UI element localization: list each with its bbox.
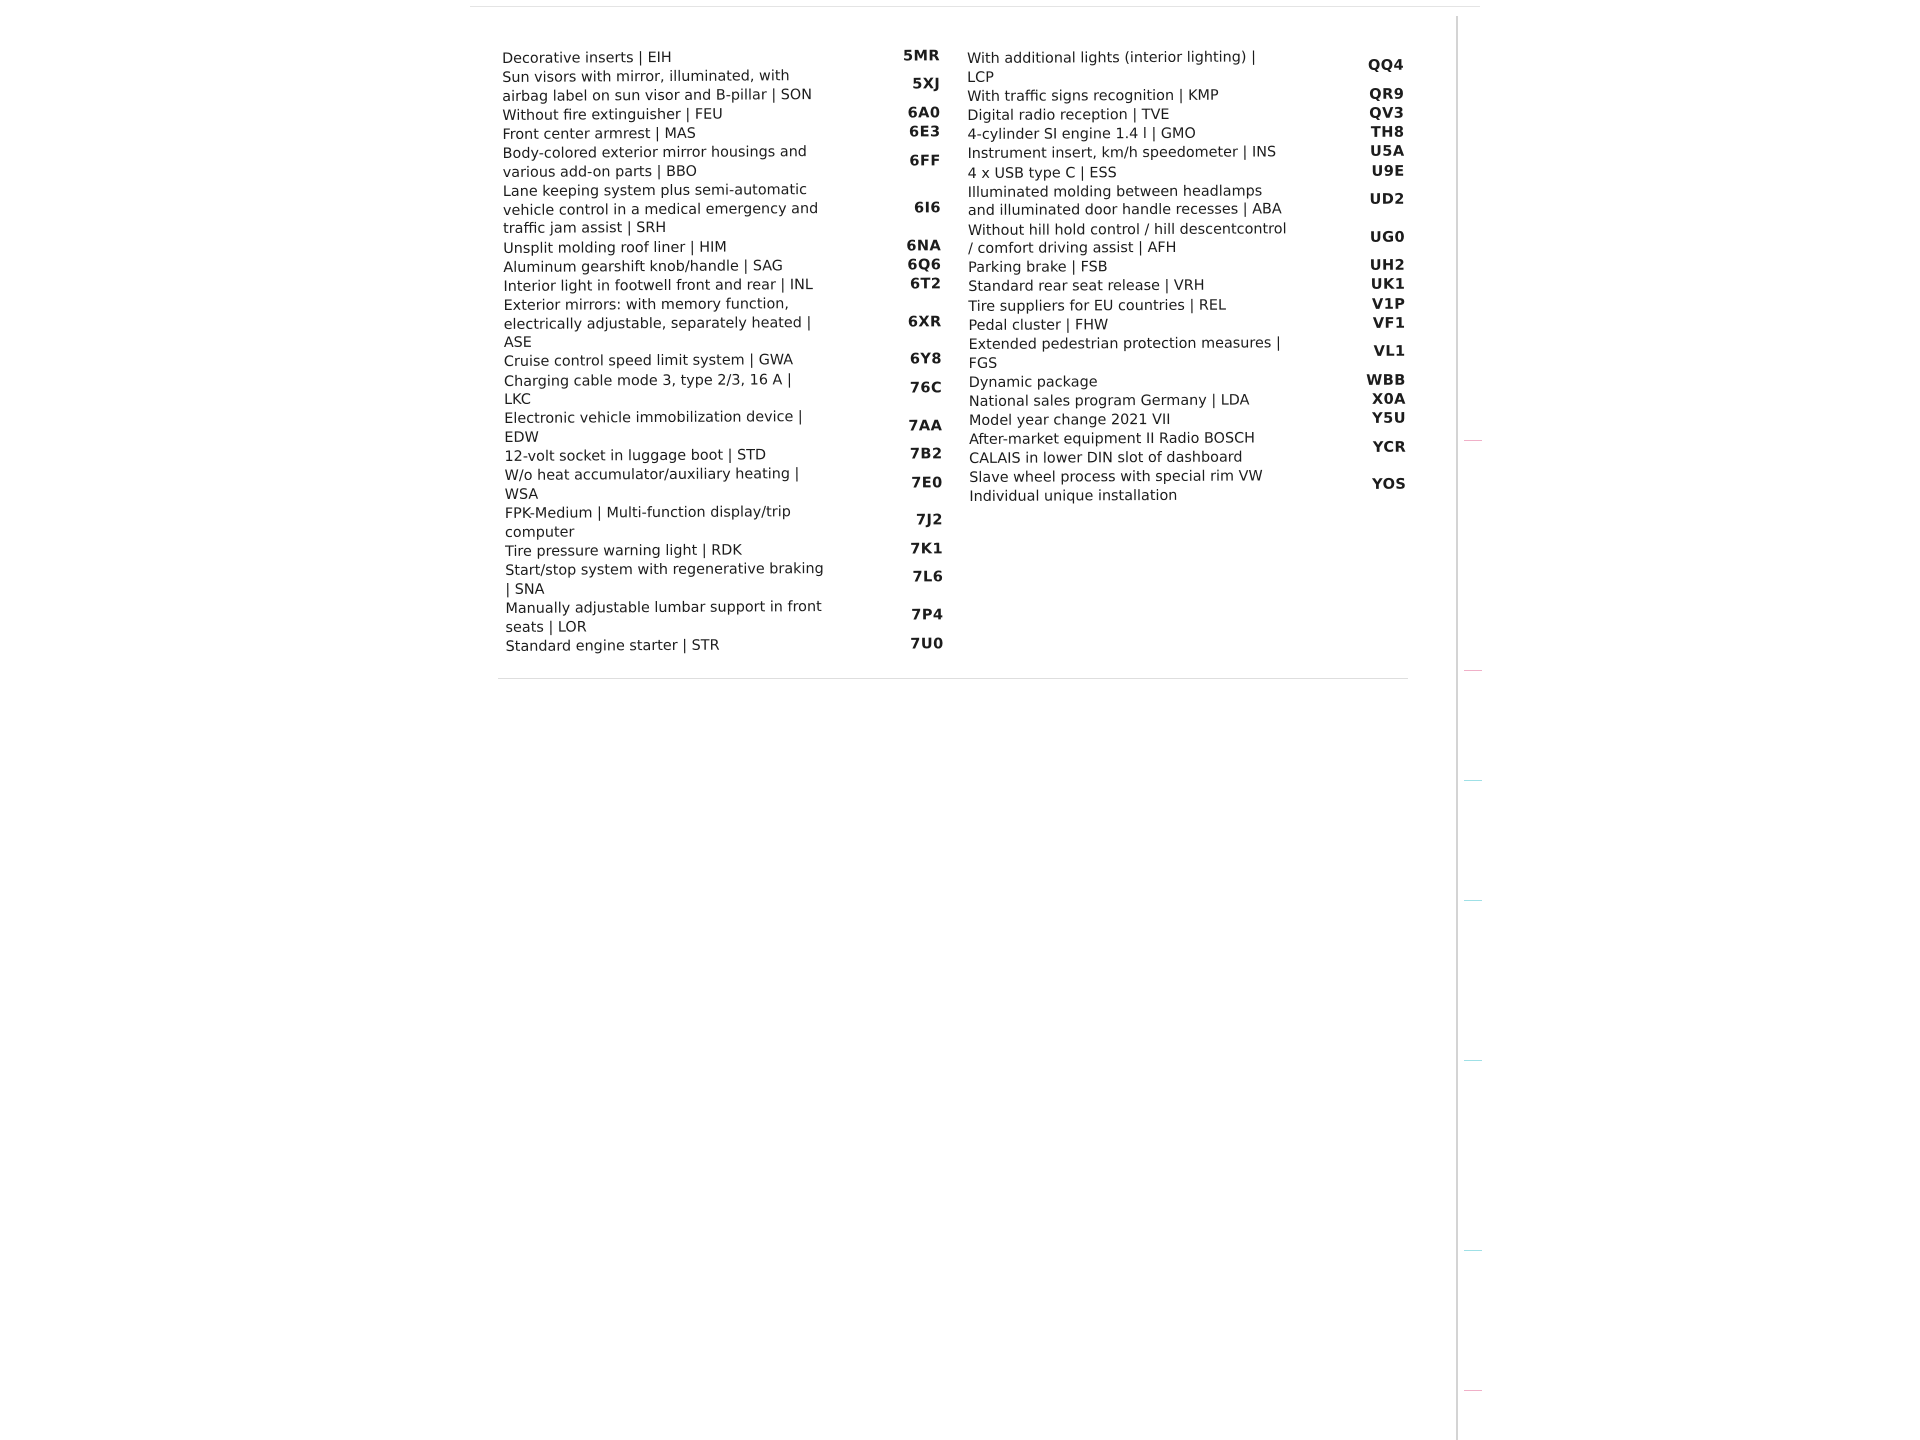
equipment-code: 6A0 [907,104,941,122]
equipment-description: Manually adjustable lumbar support in front seats | LOR [505,598,822,636]
equipment-description: Electronic vehicle immobilization device | EDW [504,409,803,446]
equipment-code: 6Y8 [909,350,942,368]
equipment-code: 6XR [907,312,942,331]
equipment-description: National sales program Germany | LDA [968,392,1250,410]
equipment-code: 6E3 [908,123,941,141]
equipment-code: VF1 [1372,314,1406,332]
equipment-row [499,502,949,542]
equipment-row [965,467,1414,507]
equipment-code: QR9 [1369,85,1405,103]
equipment-code: UH2 [1369,256,1406,275]
table-bottom-rule [498,678,1408,679]
equipment-code: QV3 [1369,104,1405,122]
equipment-row [964,276,1413,297]
equipment-description: Start/stop system with regenerative braking | SNA [505,561,824,598]
scan-edge-tick [1464,1390,1482,1391]
equipment-description: Slave wheel process with special rim VW Individual unique installation [969,468,1263,505]
equipment-code: 6NA [906,236,942,254]
equipment-code: YOS [1372,476,1407,494]
scan-edge-tick [1464,670,1482,671]
equipment-row [497,237,947,258]
equipment-row [499,597,949,637]
equipment-list-left [496,47,950,657]
equipment-code: 7L6 [912,568,944,586]
equipment-row [498,294,948,353]
equipment-description: FPK-Medium | Multi-function display/trip computer [504,504,791,541]
equipment-description: Without hill hold control / hill descentcontrol / comfort driving assist | AFH [967,220,1287,258]
equipment-row [964,314,1413,335]
equipment-description: Standard rear seat release | VRH [968,278,1205,296]
equipment-row [496,66,946,106]
equipment-code: 7E0 [911,473,943,492]
equipment-description: Interior light in footwell front and rear | INL [503,276,813,295]
equipment-description: Sun visors with mirror, illuminated, with airbag label on sun visor and B-pillar | SON [502,68,813,105]
equipment-description: With additional lights (interior lighting) | LCP [967,49,1256,86]
equipment-row [963,105,1412,126]
equipment-description: Dynamic package [968,374,1098,391]
equipment-code: 7AA [908,416,943,435]
equipment-row [499,559,949,599]
equipment-code: U9E [1371,162,1405,180]
equipment-row [964,334,1413,374]
equipment-description: Illuminated molding between headlamps and illuminated door handle recesses | ABA [967,183,1282,220]
equipment-row [497,256,947,277]
equipment-description: Extended pedestrian protection measures | FGS [968,335,1281,372]
equipment-row [963,124,1412,145]
equipment-description: Aluminum gearshift knob/handle | SAG [503,257,783,276]
equipment-row [964,162,1413,183]
equipment-description: Without fire extinguisher | FEU [502,106,723,124]
equipment-description: Exterior mirrors: with memory function, electrically adjustable, separately heated | ASE [503,296,812,352]
equipment-row [965,391,1414,412]
equipment-code: 7K1 [910,540,944,558]
equipment-row [498,351,948,372]
equipment-row [498,445,948,466]
equipment-row [497,180,947,239]
scan-edge-tick [1464,440,1482,441]
equipment-description: Instrument insert, km/h speedometer | INS [967,144,1277,163]
equipment-row [499,465,949,505]
equipment-row [498,370,948,410]
equipment-code: WBB [1366,371,1406,389]
equipment-code: U5A [1369,143,1405,161]
equipment-description: Unsplit molding roof liner | HIM [503,239,727,257]
equipment-description: Body-colored exterior mirror housings and various add-on parts | BBO [502,144,807,181]
equipment-code: 76C [909,379,943,397]
equipment-description: 12-volt socket in luggage boot | STD [504,447,767,466]
equipment-description: Front center armrest | MAS [502,125,696,144]
equipment-code: V1P [1371,295,1406,313]
scan-edge-tick [1464,780,1482,781]
equipment-row [965,429,1414,469]
equipment-code: X0A [1371,390,1406,408]
equipment-code: YCR [1372,438,1407,456]
equipment-code: 7J2 [915,511,943,529]
equipment-description: Tire suppliers for EU countries | REL [968,297,1227,315]
equipment-row [964,295,1413,316]
equipment-description: Lane keeping system plus semi-automatic vehicle control in a medical emergency and traffic jam assist | SRH [502,182,819,238]
equipment-description: Cruise control speed limit system | GWA [503,352,794,371]
scan-edge-tick [1464,900,1482,901]
equipment-code: 6Q6 [907,255,942,274]
scan-edge-tick [1464,1060,1482,1061]
equipment-description: After-market equipment II Radio BOSCH CALAIS in lower DIN slot of dashboard [969,430,1256,467]
equipment-description: Digital radio reception | TVE [967,106,1170,124]
equipment-description: 4 x USB type C | ESS [967,164,1117,182]
equipment-description: Tire pressure warning light | RDK [505,542,742,560]
equipment-code: UG0 [1369,228,1406,246]
equipment-code: 7U0 [910,634,944,653]
equipment-code: QQ4 [1367,56,1405,75]
equipment-row [964,219,1413,259]
equipment-description: With traffic signs recognition | KMP [967,87,1219,105]
scan-right-edge [1456,16,1458,1440]
equipment-code: 7P4 [911,606,944,624]
equipment-code: UK1 [1370,276,1406,294]
equipment-code: 5XJ [912,75,941,93]
equipment-code: 5MR [902,47,941,65]
equipment-code: UD2 [1369,190,1405,208]
equipment-row [497,275,947,296]
equipment-row [963,143,1412,164]
equipment-code: 6I6 [913,199,942,217]
equipment-code: TH8 [1370,123,1405,142]
equipment-description: W/o heat accumulator/auxiliary heating | WSA [504,466,800,503]
equipment-row [965,410,1414,431]
equipment-row [963,48,1412,88]
equipment-description: Model year change 2021 VII [968,412,1171,430]
equipment-code: VL1 [1373,343,1406,361]
equipment-row [500,635,950,656]
equipment-code: Y5U [1372,409,1406,428]
equipment-description: Standard engine starter | STR [505,637,720,655]
equipment-description: Parking brake | FSB [968,259,1108,277]
equipment-row [496,104,946,125]
equipment-description: 4-cylinder SI engine 1.4 l | GMO [967,125,1196,144]
equipment-row [496,123,946,144]
equipment-row [964,257,1413,278]
equipment-description: Pedal cluster | FHW [968,317,1109,334]
equipment-row [498,408,948,448]
equipment-row [964,181,1413,221]
equipment-description: Charging cable mode 3, type 2/3, 16 A | LKC [503,371,792,409]
equipment-row [965,371,1414,392]
equipment-row [497,143,947,183]
equipment-description: Decorative inserts | EIH [502,49,672,67]
equipment-row [963,85,1412,106]
equipment-code: 6FF [909,151,941,170]
scan-top-edge [470,6,1480,7]
equipment-row [496,47,946,68]
equipment-code: 6T2 [909,275,942,293]
equipment-row [499,540,949,561]
equipment-code: 7B2 [909,445,943,463]
equipment-list-right [963,48,1414,507]
scan-edge-tick [1464,1250,1482,1251]
